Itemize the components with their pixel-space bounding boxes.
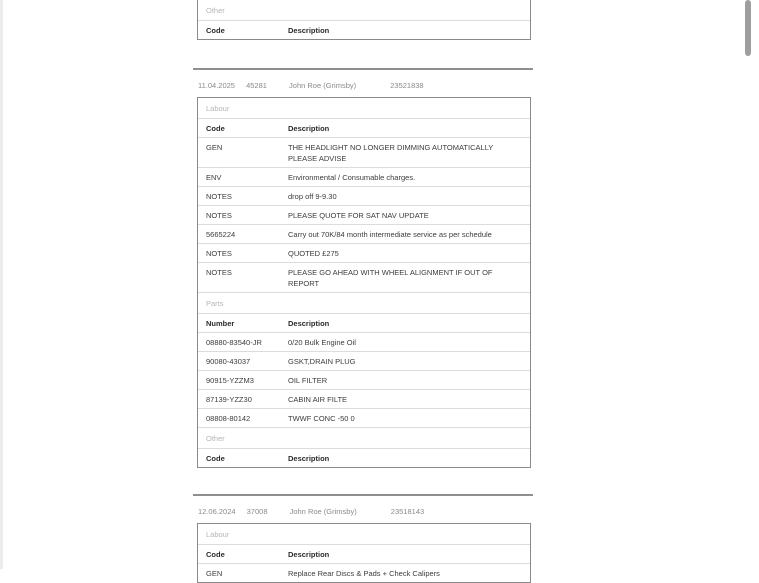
section-label-row — [198, 0, 530, 20]
column-header-description: Description — [288, 26, 330, 35]
record-advisor: John Roe (Grimsby) — [289, 81, 357, 90]
row-description: PLEASE QUOTE FOR SAT NAV UPDATE — [288, 211, 429, 220]
table-row — [198, 205, 530, 224]
row-part-number: 08880-83540-JR — [206, 338, 262, 347]
table-row — [198, 563, 530, 582]
row-code: 5665224 — [206, 230, 236, 239]
record-date: 12.06.2024 — [198, 507, 236, 516]
row-part-number: 90915-YZZM3 — [206, 376, 254, 385]
record-job-number: 23521838 — [390, 81, 424, 90]
table-row — [198, 332, 530, 351]
record-divider — [193, 494, 533, 496]
section-label: Labour — [206, 530, 230, 539]
row-description: TWWF CONC -50 0 — [288, 414, 355, 423]
row-code: GEN — [206, 143, 223, 152]
column-header-code: Code — [206, 454, 225, 463]
record-header — [198, 507, 531, 516]
section-label-row — [198, 524, 530, 544]
row-description: 0/20 Bulk Engine Oil — [288, 338, 356, 347]
row-part-number: 90080-43037 — [206, 357, 251, 366]
table-row — [198, 408, 530, 427]
column-header-description: Description — [288, 124, 330, 133]
row-code: NOTES — [206, 211, 232, 220]
row-description: THE HEADLIGHT NO LONGER DIMMING AUTOMATICALLY PLEASE ADVISE — [288, 143, 494, 163]
row-code: NOTES — [206, 268, 232, 277]
table-row — [198, 243, 530, 262]
column-header-number: Number — [206, 319, 235, 328]
column-header-row — [198, 20, 530, 39]
record-mileage: 45281 — [246, 81, 267, 90]
record-detail-table — [197, 523, 531, 583]
column-header-description: Description — [288, 319, 330, 328]
record-date: 11.04.2025 — [198, 81, 235, 90]
row-code: NOTES — [206, 192, 232, 201]
page-left-edge — [0, 0, 3, 569]
table-row — [198, 389, 530, 408]
column-header-row — [198, 313, 530, 332]
section-label: Other — [206, 434, 225, 443]
row-part-number: 87139-YZZ30 — [206, 395, 252, 404]
row-description: OIL FILTER — [288, 376, 328, 385]
row-description: Replace Rear Discs & Pads + Check Calipers — [288, 569, 440, 578]
table-row — [198, 262, 530, 292]
column-header-code: Code — [206, 26, 225, 35]
row-description: GSKT,DRAIN PLUG — [288, 357, 356, 366]
record-header — [198, 81, 531, 90]
section-label-row — [198, 292, 530, 313]
row-code: NOTES — [206, 249, 232, 258]
record-detail-table — [197, 97, 531, 468]
table-row — [198, 186, 530, 205]
record-job-number: 23518143 — [390, 507, 425, 516]
table-row — [198, 224, 530, 243]
column-header-code: Code — [206, 550, 225, 559]
table-row — [198, 370, 530, 389]
section-label-row — [198, 427, 530, 448]
scrollbar-thumb[interactable] — [745, 0, 751, 56]
section-label-row — [198, 98, 530, 118]
table-row — [198, 167, 530, 186]
column-header-description: Description — [288, 454, 330, 463]
row-description: Carry out 70K/84 month intermediate service as per schedule — [288, 230, 492, 239]
column-header-description: Description — [288, 550, 330, 559]
record-mileage: 37008 — [246, 507, 268, 516]
column-header-row — [198, 448, 530, 467]
section-label: Other — [206, 6, 225, 15]
record-divider — [193, 68, 533, 70]
row-description: drop off 9-9.30 — [288, 192, 337, 201]
service-history-content — [197, 0, 531, 583]
row-description: CABIN AIR FILTE — [288, 395, 348, 404]
table-row — [198, 137, 530, 167]
table-row — [198, 351, 530, 370]
row-part-number: 08808-80142 — [206, 414, 251, 423]
column-header-row — [198, 118, 530, 137]
row-description: Environmental / Consumable charges. — [288, 173, 416, 182]
row-code: GEN — [206, 569, 223, 578]
column-header-code: Code — [206, 124, 225, 133]
scrollbar[interactable] — [745, 0, 751, 569]
section-label: Labour — [206, 104, 230, 113]
row-description: PLEASE GO AHEAD WITH WHEEL ALIGNMENT IF OUT OF REPORT — [288, 268, 493, 288]
record-advisor: John Roe (Grimsby) — [289, 507, 357, 516]
row-description: QUOTED £275 — [288, 249, 339, 258]
row-code: ENV — [206, 173, 222, 182]
column-header-row — [198, 544, 530, 563]
previous-record-other-table — [197, 0, 531, 40]
section-label: Parts — [206, 299, 224, 308]
